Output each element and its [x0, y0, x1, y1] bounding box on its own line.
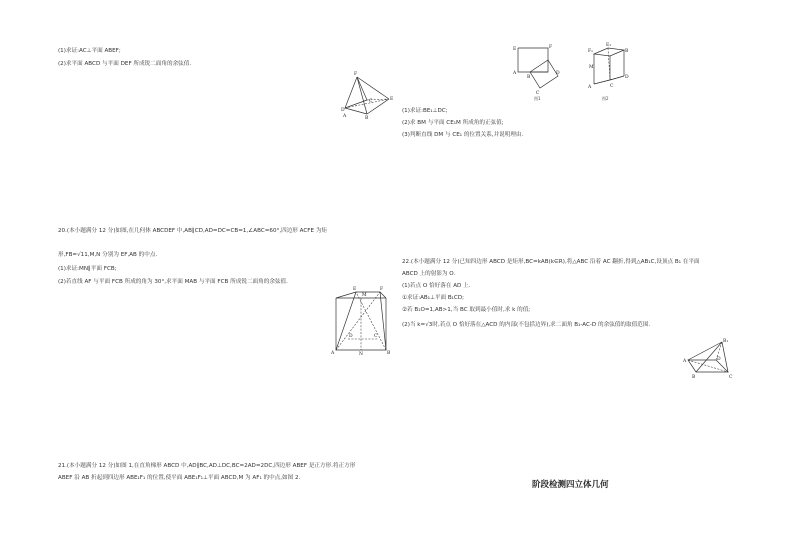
q22-label-b: B [692, 375, 696, 380]
q19-label-c: C [369, 99, 373, 104]
q21f1-label-f: F [549, 45, 553, 50]
section-title: 阶段检测四立体几何 [532, 480, 609, 490]
q19-part2: (2)求平面 ABCD 与平面 DEF 所成锐二面角的余弦值. [58, 61, 192, 67]
q20-intro: 20.(本小题满分 12 分)如图,在几何体 ABCDEF 中,AB∥CD,AD=DC=CB=1,∠ABC=60°,四边形 ACFE 为矩 [58, 228, 328, 234]
q19-label-e: E [390, 97, 394, 102]
q19-part1: (1)求证:AC⊥平面 ABEF; [58, 48, 121, 54]
q20-figure [328, 284, 392, 356]
q20-part1: (1)求证:MN∥平面 FCB; [58, 266, 117, 272]
q20-label-e: E [353, 287, 357, 292]
q21f2-label-d: D [625, 75, 629, 80]
q21f1-label-c: C [536, 91, 540, 96]
q21f1-label-a: A [513, 71, 517, 76]
q21f2-label-c: C [610, 84, 614, 89]
q20-label-d: D [349, 334, 353, 339]
q22-part1-ii: ②若 B₁O=1,AB>1,当 BC 取到最小值时,求 k 的值; [402, 307, 531, 313]
q21-intro-cont: ABEF 沿 AB 折起到四边形 ABE₁F₁ 的位置,使平面 ABE₁F₁⊥平面 ABCD,M 为 AF₁ 的中点,如图 2. [58, 475, 301, 481]
q20-label-a: A [331, 351, 335, 356]
q19-label-a: A [343, 114, 347, 119]
q21-part1: (1)求证:BE₁⊥DC; [402, 108, 448, 114]
q21f2-label-e1: E₁ [606, 43, 612, 48]
q22-label-c: C [729, 375, 733, 380]
q19-label-b: B [365, 116, 369, 121]
q21-part2: (2)求 BM 与平面 CE₁M 所成角的正弦值; [402, 120, 504, 126]
q21f2-label-f1: F₁ [588, 49, 593, 54]
fig2-caption: 图2 [602, 96, 609, 101]
q20-label-m: M [362, 293, 367, 298]
q21f2-label-m: M [589, 65, 594, 70]
q19-label-f: F [354, 72, 358, 77]
q20-label-b: B [387, 351, 391, 356]
q22-intro-cont: ABCD 上的射影为 O. [402, 271, 456, 277]
q21-figure-1 [512, 40, 562, 101]
q22-part1-i: ①求证:AB₁⊥平面 B₁CD; [402, 295, 465, 301]
q22-figure [682, 338, 742, 384]
q22-label-d: D [717, 357, 721, 362]
q21f1-label-e: E [513, 47, 517, 52]
q22-intro: 22.(本小题满分 12 分)已知四边形 ABCD 是矩形,BC=kAB(k∈R),将△ABC 沿着 AC 翻折,得到△AB₁C,设顶点 B₁ 在平面 [402, 259, 700, 265]
q22-label-a: A [683, 359, 687, 364]
q21-intro: 21.(本小题满分 12 分)如图 1,在直角梯形 ABCD 中,AD∥BC,AD⊥DC,BC=2AD=2DC,四边形 ABEF 是正方形.将正方形 [58, 463, 356, 469]
q21f1-label-b: B [527, 75, 531, 80]
fig1-caption: 图1 [534, 96, 541, 101]
q20-intro-cont: 形,FB=√11,M,N 分别为 EF,AB 的中点. [58, 252, 158, 258]
q21f2-label-b: B [625, 49, 629, 54]
q20-label-f: F [380, 287, 384, 292]
q22-label-b1: B₁ [723, 339, 729, 344]
q21f1-label-d: D [556, 71, 560, 76]
q19-label-d: D [341, 108, 345, 113]
q20-part2: (2)若直线 AF 与平面 FCB 所成的角为 30°,求平面 MAB 与平面 FCB 所成锐二面角的余弦值. [58, 279, 288, 285]
q20-label-n: N [359, 352, 363, 357]
q22-part1: (1)若点 O 恰好落在 AD 上. [402, 283, 471, 289]
q21f2-label-a: A [588, 85, 592, 90]
q21-part3: (3)判断直线 DM 与 CE₁ 的位置关系,并说明理由. [402, 132, 524, 138]
q22-part2: (2)当 k=√3时,若点 O 恰好落在△ACD 的内部(不包括边界),求二面角 B₁-AC-D 的余弦值的取值范围. [402, 322, 651, 328]
q21-figure-2 [584, 40, 629, 101]
q19-figure [337, 70, 397, 120]
q20-label-c: C [374, 334, 378, 339]
